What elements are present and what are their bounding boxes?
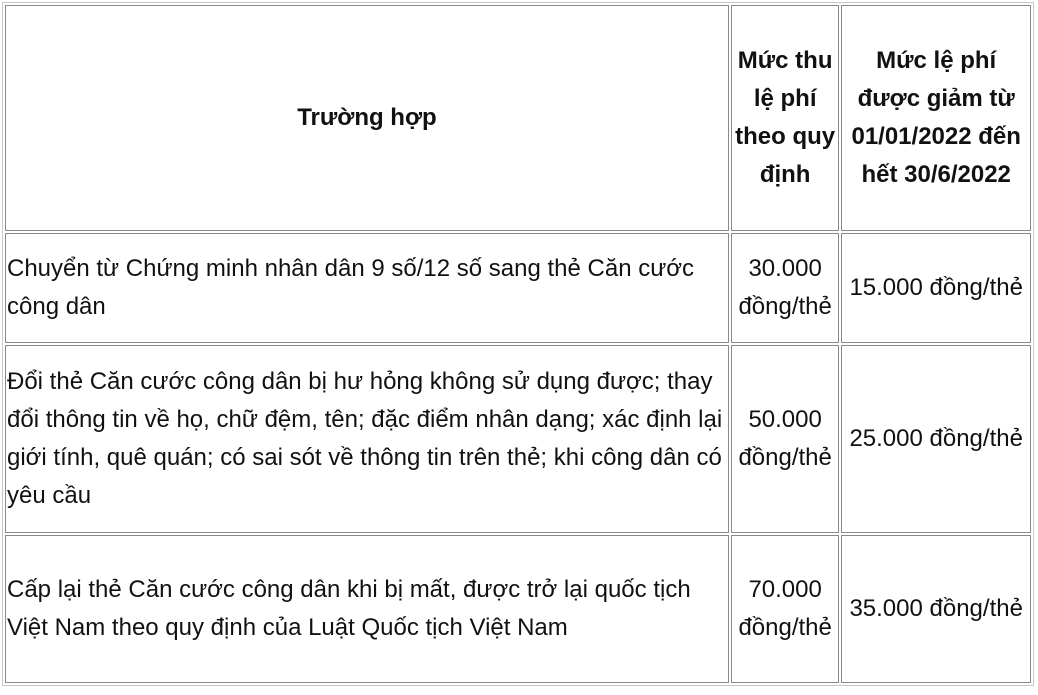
table-row (5, 345, 1031, 533)
table-row (5, 535, 1031, 683)
standard-fee-cell: 70.000 đồng/thẻ (731, 535, 839, 683)
case-cell: Cấp lại thẻ Căn cước công dân khi bị mất, được trở lại quốc tịch Việt Nam theo quy định của Luật Quốc tịch Việt Nam (5, 535, 729, 683)
header-case: Trường hợp (5, 5, 729, 231)
case-cell: Đổi thẻ Căn cước công dân bị hư hỏng không sử dụng được; thay đổi thông tin về họ, chữ đệm, tên; đặc điểm nhân dạng; xác định lại giới tính, quê quán; có sai sót về thông tin trên thẻ; khi công dân có yêu cầu (5, 345, 729, 533)
header-reduced-fee: Mức lệ phí được giảm từ 01/01/2022 đến hết 30/6/2022 (841, 5, 1031, 231)
reduced-fee-cell: 25.000 đồng/thẻ (841, 345, 1031, 533)
reduced-fee-cell: 35.000 đồng/thẻ (841, 535, 1031, 683)
case-cell: Chuyển từ Chứng minh nhân dân 9 số/12 số sang thẻ Căn cước công dân (5, 233, 729, 343)
standard-fee-cell: 30.000 đồng/thẻ (731, 233, 839, 343)
reduced-fee-cell: 15.000 đồng/thẻ (841, 233, 1031, 343)
table-row (5, 233, 1031, 343)
table-header-row (5, 5, 1031, 231)
standard-fee-cell: 50.000 đồng/thẻ (731, 345, 839, 533)
header-standard-fee: Mức thu lệ phí theo quy định (731, 5, 839, 231)
fee-table (2, 2, 1034, 686)
